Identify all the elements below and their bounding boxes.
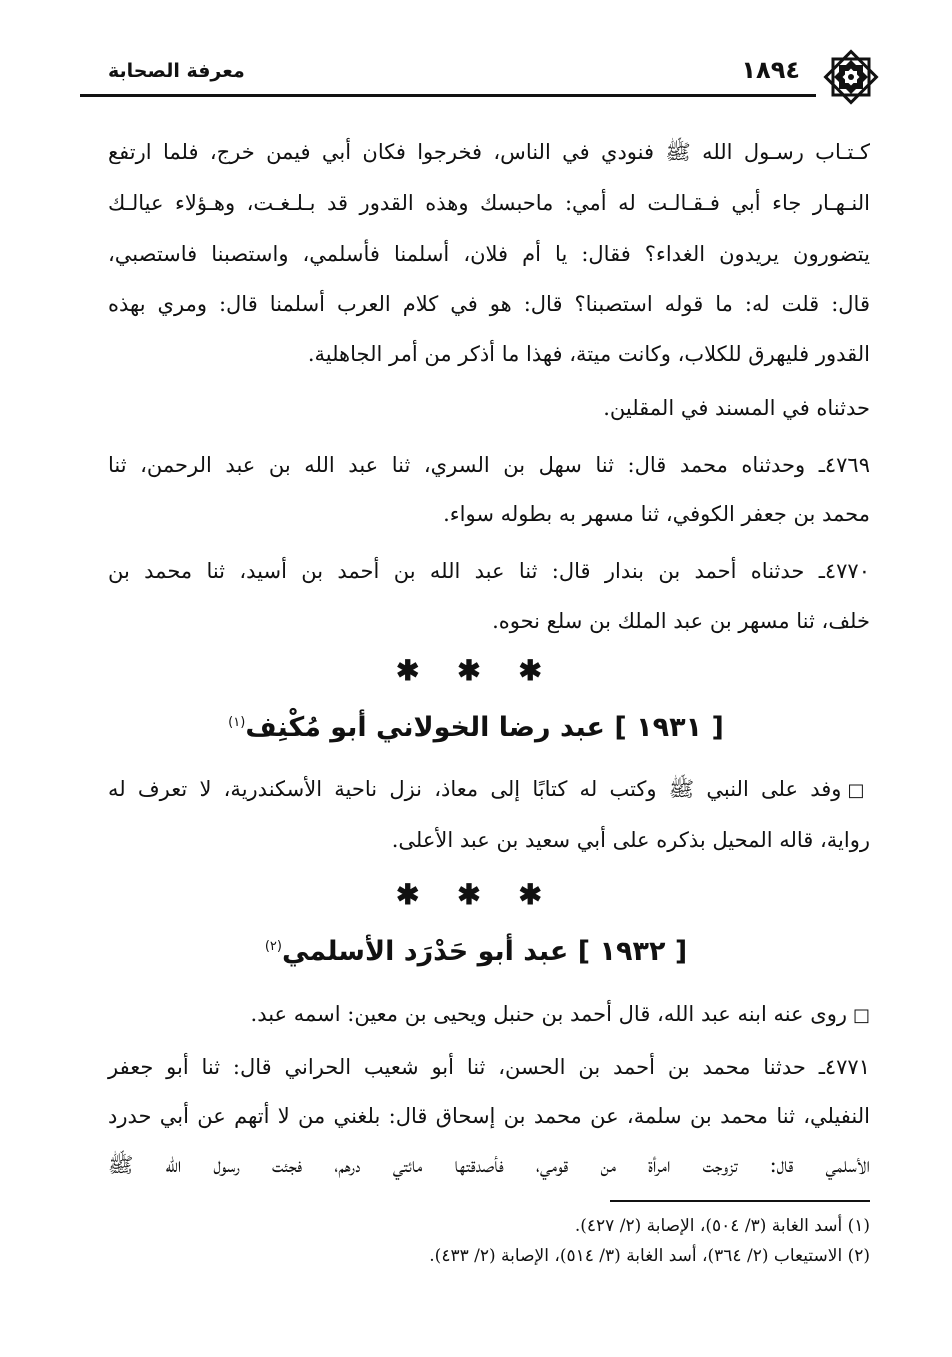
running-header (80, 50, 882, 102)
entry-text: روى عنه ابنه عبد الله، قال أحمد بن حنبل ويحيى بن معين: اسمه عبد. (250, 1002, 847, 1026)
entry-text-line (108, 999, 870, 1031)
running-title: معرفة الصحابة (108, 60, 245, 82)
entry-heading (0, 712, 952, 743)
entry-text-line: رواية، قاله المحيل بذكره على أبي سعيد بن عبد الأعلى. (391, 828, 870, 852)
hadith-4770-line: خلف، ثنا مسهر بن عبد الملك بن سلع نحوه. (492, 609, 870, 633)
entry-text-line (108, 774, 870, 806)
footnote-ref: (١) (228, 715, 246, 730)
hadith-4771-line: الأسلمي قال: تزوجت امرأة من قومي، فأصدقتها مائتي درهم، فجئت رسول الله ﷺ (108, 1153, 870, 1177)
text-line: يتضورون يريدون الغداء؟ فقال: يا أم فلان، أسلمنا فأسلمي، واستصبنا فاستصبي، (108, 242, 870, 266)
entry-heading-text: [ ١٩٣٢ ] عبد أبو حَدْرَد الأسلمي (281, 936, 688, 967)
entry-box-marker: □ (852, 1005, 870, 1026)
entry-heading-text: [ ١٩٣١ ] عبد رضا الخولاني أبو مُكْنِف (245, 712, 724, 743)
text-line: قال: قلت له: ما قوله استصبنا؟ قال: هو في كلام العرب أسلمنا قال: ومري بهذه (108, 292, 870, 316)
hadith-4770-line: ٤٧٧٠ـ حدثناه أحمد بن بندار قال: ثنا عبد الله بن أحمد بن أسيد، ثنا محمد بن (108, 559, 870, 583)
footnote-ref: (٢) (264, 939, 282, 954)
entry-heading (0, 936, 952, 967)
hadith-4771-line: ٤٧٧١ـ حدثنا محمد بن أحمد بن الحسن، ثنا أبو شعيب الحراني قال: ثنا أبو جعفر (108, 1055, 870, 1079)
page-number: ١٨٩٤ (741, 56, 800, 84)
hadith-4769-line: محمد بن جعفر الكوفي، ثنا مسهر به بطوله سواء. (443, 502, 870, 526)
footnote: (١) أسد الغابة (٣/ ٥٠٤)، الإصابة (٢/ ٤٢٧). (574, 1216, 870, 1236)
source-note: حدثناه في المسند في المقلين. (603, 396, 870, 420)
hadith-4771-line: النفيلي، ثنا محمد بن سلمة، عن محمد بن إسحاق قال: بلغني من لا أتهم عن أبي حدرد (108, 1104, 870, 1128)
section-separator: ✱ ✱ ✱ (396, 654, 556, 687)
section-separator: ✱ ✱ ✱ (396, 878, 556, 911)
entry-text: وفد على النبي ﷺ وكتب له كتابًا إلى معاذ، نزل ناحية الأسكندرية، لا تعرف له (108, 777, 842, 801)
hadith-4769-line: ٤٧٦٩ـ وحدثناه محمد قال: ثنا سهل بن السري، ثنا عبد الله بن عبد الرحمن، ثنا (108, 453, 870, 477)
header-rule (80, 94, 816, 97)
footnote-rule (610, 1200, 870, 1202)
text-line: النـهـار جاء أبي فـقـالـت له أمي: ماحبسك وهذه القدور قد بـلـغـت، وهـؤلاء عيالـك (108, 191, 870, 215)
text-line: القدور فليهرق للكلاب، وكانت ميتة، فهذا ما أذكر من أمر الجاهلية. (307, 342, 870, 366)
footnote: (٢) الاستيعاب (٢/ ٣٦٤)، أسد الغابة (٣/ ٥١٤)، الإصابة (٢/ ٤٣٣). (429, 1246, 870, 1266)
text-line: كـتـاب رسـول الله ﷺ فنودي في الناس، فخرجوا فكان أبي فيمن خرج، فلما ارتفع (108, 140, 870, 164)
entry-box-marker: □ (847, 780, 870, 801)
octagram-ornament-icon (820, 46, 882, 108)
